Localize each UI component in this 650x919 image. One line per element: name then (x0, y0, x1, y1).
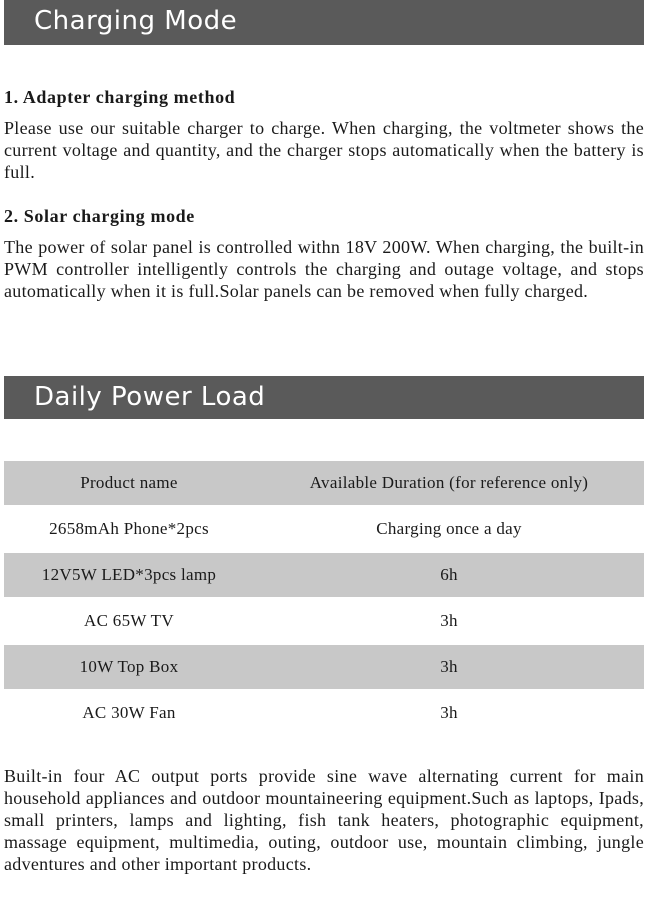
charging-mode-title: Charging Mode (34, 6, 238, 36)
table-row (4, 552, 644, 598)
table-header-row (4, 461, 644, 506)
table-row (4, 690, 644, 736)
solar-charging-text: The power of solar panel is controlled withn 18V 200W. When charging, the built-in PWM controller intelligently controls the charging and outage voltage, and stops automatically when it is full.Solar panels can be removed when fully charged. (4, 237, 644, 301)
header-product-name: Product name (4, 461, 254, 506)
duration-cell: 3h (254, 598, 644, 644)
power-load-table (4, 461, 644, 737)
daily-power-load-banner (4, 376, 644, 419)
duration-cell: 6h (254, 552, 644, 598)
adapter-charging-text: Please use our suitable charger to charge. When charging, the voltmeter shows the current voltage and quantity, and the charger stops automatically when the battery is full. (4, 118, 644, 182)
duration-cell: Charging once a day (254, 506, 644, 552)
product-cell: 12V5W LED*3pcs lamp (4, 552, 254, 598)
product-cell: AC 65W TV (4, 598, 254, 644)
table-row (4, 598, 644, 644)
table-row (4, 644, 644, 690)
daily-power-load-title: Daily Power Load (34, 382, 266, 412)
ac-output-description: Built-in four AC output ports provide sine wave alternating current for main household appliances and outdoor mountaineering equipment.Such as laptops, Ipads, small printers, lamps and lighting, fish tank heaters, photographic equipment, massage equipment, multimedia, outing, outdoor use, mountain climbing, jungle adventures and other important products. (4, 766, 644, 874)
header-available-duration: Available Duration (for reference only) (254, 461, 644, 506)
table-row (4, 506, 644, 552)
charging-mode-banner (4, 0, 644, 45)
product-cell: 10W Top Box (4, 644, 254, 690)
duration-cell: 3h (254, 644, 644, 690)
product-cell: AC 30W Fan (4, 690, 254, 736)
adapter-charging-heading: 1. Adapter charging method (4, 87, 236, 107)
duration-cell: 3h (254, 690, 644, 736)
product-cell: 2658mAh Phone*2pcs (4, 506, 254, 552)
solar-charging-heading: 2. Solar charging mode (4, 206, 195, 226)
